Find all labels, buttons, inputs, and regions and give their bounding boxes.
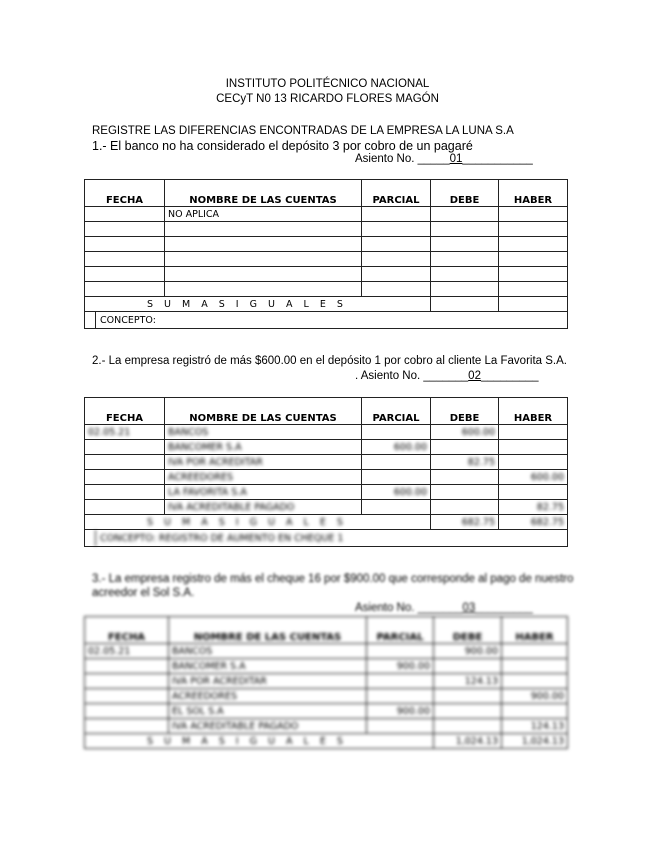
table-header (85, 398, 568, 425)
sumas-row (85, 297, 568, 312)
table-header (85, 180, 568, 207)
table-row: IVA ACREDITABLE PAGADO 124.13 (85, 719, 568, 734)
table-row: EL SOL S.A 900.00 (85, 704, 568, 719)
exercise1-asiento (355, 153, 533, 165)
sumas-label: S U M A S I G U A L E S (85, 734, 434, 749)
table-row: BANCOMER S.A 900.00 (85, 659, 568, 674)
col-haber: HABER (499, 398, 568, 425)
table-row (85, 282, 568, 297)
col-haber: HABER (499, 180, 568, 207)
table-row: IVA POR ACREDITAR 124.13 (85, 674, 568, 689)
exercise3-statement-line1: 3.- La empresa registro de más el cheque 16 por $900.00 que corresponde al pago de nuestro (92, 573, 574, 585)
asiento-label: Asiento No. _____ (355, 153, 450, 165)
table-row (85, 252, 568, 267)
asiento-label: . Asiento No. _______ (355, 370, 469, 382)
table-row: IVA POR ACREDITAR 82.75 (85, 455, 568, 470)
table-row (85, 222, 568, 237)
concepto-row (85, 530, 568, 547)
table-row: LA FAVORITA S.A 600.00 (85, 485, 568, 500)
sumas-haber: 1,024.13 (502, 734, 568, 749)
table-row (85, 237, 568, 252)
asiento-number: 01 (449, 153, 463, 165)
col-fecha: FECHA (85, 180, 165, 207)
exercise3-asiento (355, 602, 533, 614)
exercise1-statement: 1.- El banco no ha considerado el depósito 3 por cobro de un pagaré (92, 139, 473, 153)
concepto-row (85, 312, 568, 329)
table-row: 02.05.21 BANCOS 900.00 (85, 644, 568, 659)
ledger-table-1 (84, 179, 568, 329)
institution-title: INSTITUTO POLITÉCNICO NACIONAL (225, 78, 430, 90)
exercise3-statement-line2: acreedor el Sol S.A. (92, 587, 195, 599)
sumas-haber: 682.75 (499, 515, 568, 530)
asiento-number: 03 (462, 602, 476, 614)
col-cuentas: NOMBRE DE LAS CUENTAS (165, 398, 362, 425)
col-parcial: PARCIAL (362, 180, 431, 207)
sumas-label: S U M A S I G U A L E S (85, 297, 431, 312)
sumas-row (85, 515, 568, 530)
table-row: IVA ACREDITABLE PAGADO 82.75 (85, 500, 568, 515)
col-fecha: FECHA (85, 398, 165, 425)
exercise2-statement: 2.- La empresa registró de más $600.00 en el depósito 1 por cobro al cliente La Favorita S.A. (92, 355, 567, 367)
sumas-label: S U M A S I G U A L E S (85, 515, 431, 530)
table-row: ACREEDORES 600.00 (85, 470, 568, 485)
asiento-tail: _________ (480, 370, 539, 382)
asiento-label: Asiento No. _______ (355, 602, 463, 614)
col-debe: DEBE (434, 617, 502, 644)
asiento-number: 02 (468, 370, 481, 382)
concepto-text: CONCEPTO: REGISTRO DE AUMENTO EN CHEQUE 1 (100, 532, 344, 544)
table-row (85, 267, 568, 282)
school-title: CECyT N0 13 RICARDO FLORES MAGÓN (216, 93, 439, 105)
sumas-row (85, 734, 568, 749)
ledger-table-3 (84, 616, 568, 749)
col-fecha: FECHA (85, 617, 169, 644)
col-debe: DEBE (431, 398, 499, 425)
ledger-table-2 (84, 397, 568, 547)
col-cuentas: NOMBRE DE LAS CUENTAS (169, 617, 367, 644)
cell-cuenta[interactable]: NO APLICA (165, 207, 362, 222)
table-row: BANCOMER S.A 600.00 (85, 440, 568, 455)
instructions: REGISTRE LAS DIFERENCIAS ENCONTRADAS DE LA EMPRESA LA LUNA S.A (92, 125, 514, 137)
table-row: 02.05.21 BANCOS 600.00 (85, 425, 568, 440)
col-debe: DEBE (431, 180, 499, 207)
sumas-debe: 682.75 (431, 515, 499, 530)
sumas-debe: 1,024.13 (434, 734, 502, 749)
exercise2-asiento (355, 370, 539, 382)
col-parcial: PARCIAL (362, 398, 431, 425)
col-cuentas: NOMBRE DE LAS CUENTAS (165, 180, 362, 207)
col-parcial: PARCIAL (367, 617, 434, 644)
asiento-tail: _________ (475, 602, 533, 614)
table-row (85, 207, 568, 222)
asiento-tail: ___________ (462, 153, 533, 165)
col-haber: HABER (502, 617, 568, 644)
concepto-label: CONCEPTO: (100, 314, 156, 326)
table2-body (85, 425, 568, 547)
table-row: ACREEDORES 900.00 (85, 689, 568, 704)
table-header (85, 617, 568, 644)
